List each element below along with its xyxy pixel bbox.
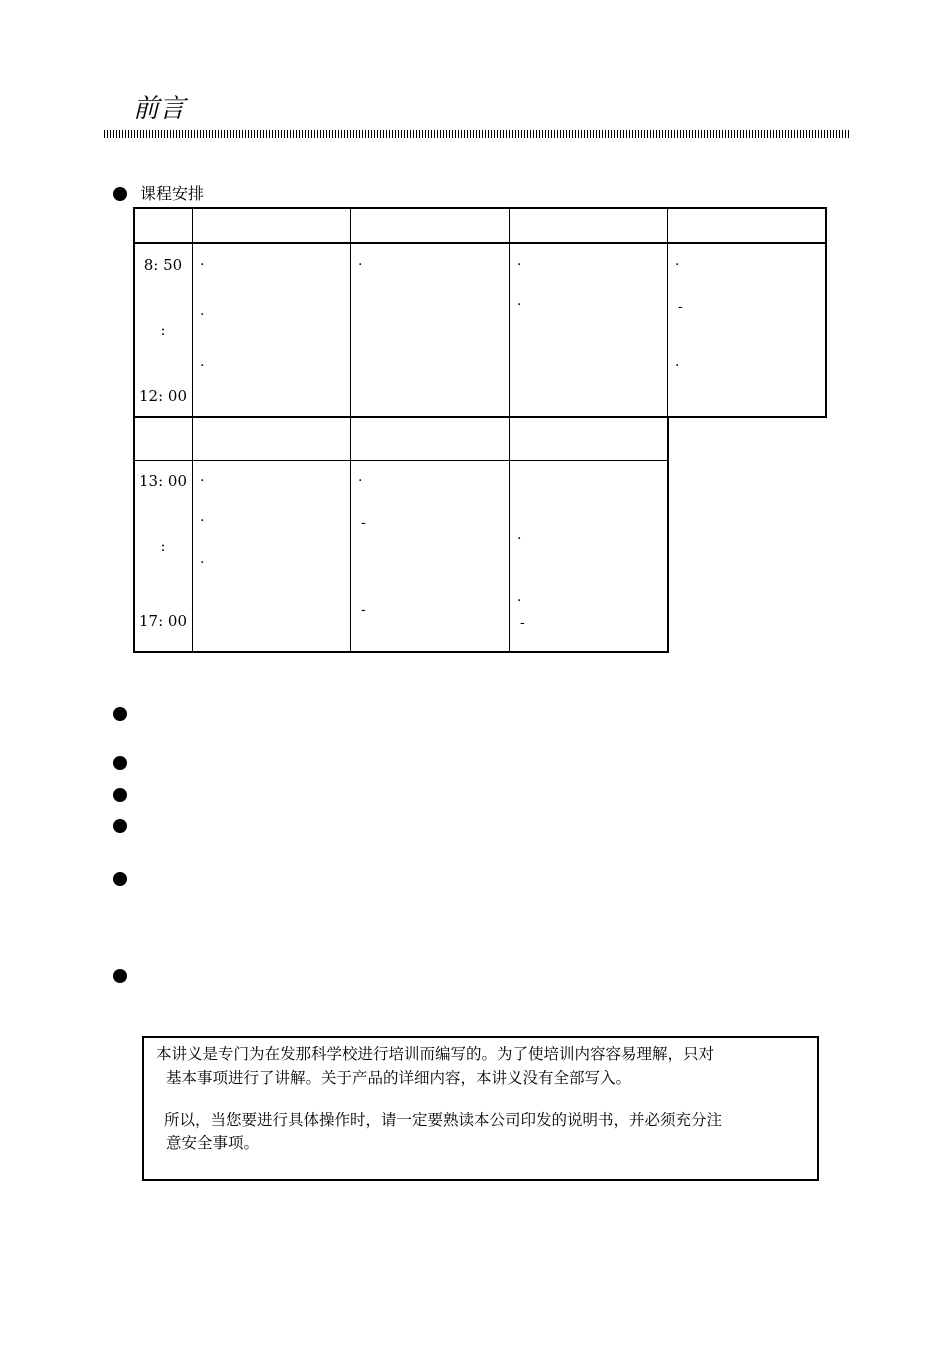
cell-bullet: · <box>200 257 205 273</box>
header-divider <box>350 207 351 244</box>
morning-time-separator: : <box>160 321 166 339</box>
cell-bullet: · <box>675 358 680 374</box>
bullet-icon <box>113 969 127 983</box>
cell-bullet: · <box>517 257 522 273</box>
bullet-icon <box>113 819 127 833</box>
page-title: 前言 <box>133 94 186 124</box>
header-divider <box>192 207 193 244</box>
morning-divider <box>509 242 510 418</box>
cell-bullet: · <box>358 473 363 489</box>
afternoon-divider <box>509 460 510 653</box>
morning-divider <box>350 242 351 418</box>
lunch-divider <box>350 416 351 461</box>
bullet-icon <box>113 872 127 886</box>
cell-bullet: · <box>358 257 363 273</box>
afternoon-start-time: 13: 00 <box>139 472 187 490</box>
afternoon-time-separator: : <box>160 537 166 555</box>
bullet-icon <box>113 788 127 802</box>
notice-line: 所以，当您要进行具体操作时，请一定要熟读本公司印发的说明书，并必须充分注 <box>164 1111 723 1129</box>
morning-start-time: 8: 50 <box>143 256 183 274</box>
cell-dash: - <box>678 299 683 315</box>
header-divider <box>509 207 510 244</box>
bullet-icon <box>113 756 127 770</box>
morning-divider <box>192 242 193 418</box>
afternoon-block <box>133 460 669 653</box>
cell-bullet: · <box>517 297 522 313</box>
schedule-header-row <box>133 207 827 244</box>
lunch-divider <box>192 416 193 461</box>
notice-line: 基本事项进行了讲解。关于产品的详细内容，本讲义没有全部写入。 <box>166 1069 632 1087</box>
cell-bullet: · <box>675 257 680 273</box>
cell-bullet: · <box>517 531 522 547</box>
lunch-row <box>133 416 669 461</box>
schedule-heading: 课程安排 <box>140 184 205 203</box>
notice-line: 本讲义是专门为在发那科学校进行培训而编写的。为了使培训内容容易理解，只对 <box>156 1045 715 1063</box>
cell-dash: - <box>361 602 366 618</box>
bullet-icon <box>113 707 127 721</box>
cell-bullet: · <box>200 358 205 374</box>
bullet-icon <box>113 187 127 201</box>
morning-end-time: 12: 00 <box>139 387 187 405</box>
cell-bullet: · <box>200 307 205 323</box>
notice-line: 意安全事项。 <box>166 1134 260 1152</box>
cell-bullet: · <box>200 555 205 571</box>
lunch-divider <box>509 416 510 461</box>
afternoon-end-time: 17: 00 <box>139 612 187 630</box>
header-hatch-rule <box>104 130 849 138</box>
afternoon-divider <box>192 460 193 653</box>
morning-block <box>133 242 827 418</box>
cell-dash: - <box>520 615 525 631</box>
notice-box <box>142 1036 819 1181</box>
cell-dash: - <box>361 515 366 531</box>
cell-bullet: · <box>200 513 205 529</box>
morning-divider <box>667 242 668 418</box>
header-divider <box>667 207 668 244</box>
cell-bullet: · <box>200 473 205 489</box>
afternoon-divider <box>350 460 351 653</box>
cell-bullet: · <box>517 593 522 609</box>
